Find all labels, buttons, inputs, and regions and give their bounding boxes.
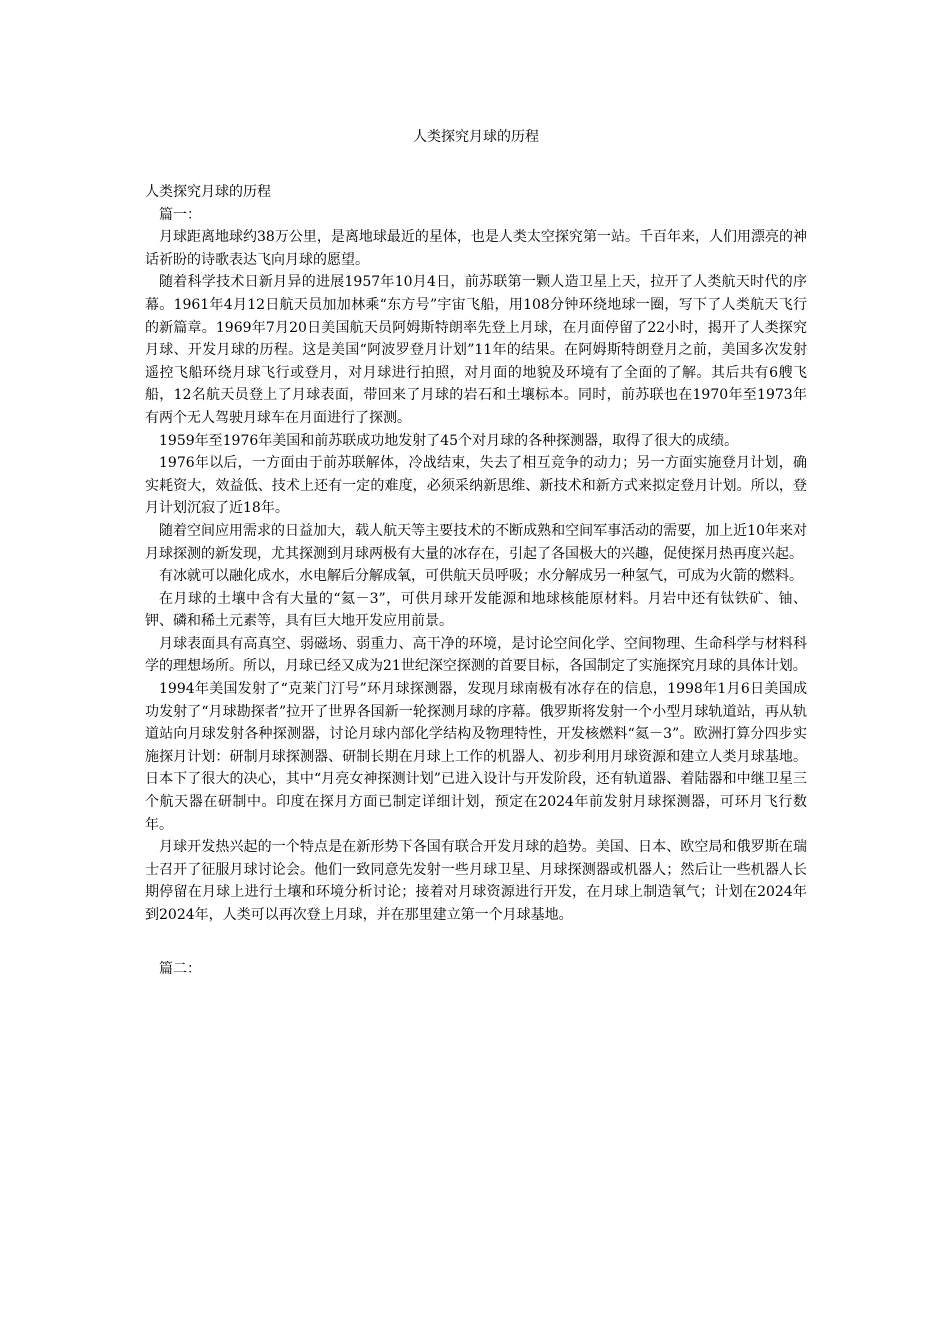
paragraph: 1959年至1976年美国和前苏联成功地发射了45个对月球的各种探测器，取得了很大的成绩。 — [159, 432, 739, 449]
paragraph: 随着科学技术日新月异的进展1957年10月4日，前苏联第一颗人造卫星上天，拉开了人类航天时代的序幕。1961年4月12日航天员加加林乘“东方号”宇宙飞船，用108分钟环绕地球一圈，写下了人类航天飞行的新篇章。1969年7月20日美国航天员阿姆斯特朗率先登上月球，在月面停留了22小时，揭开了人类探究月球、开发月球的历程。这是美国“阿波罗登月计划”11年的结果。在阿姆斯特朗登月之前，美国多次发射遥控飞船环绕月球飞行或登月，对月球进行拍照，对月面的地貌及环境有了全面的了解。其后共有6艘飞船，12名航天员登上了月球表面，带回来了月球的岩石和土壤标本。同时，前苏联也在1970年至1973年有两个无人驾驶月球车在月面进行了探测。 — [145, 274, 807, 426]
paragraph: 1976年以后，一方面由于前苏联解体，冷战结束，失去了相互竞争的动力；另一方面实施登月计划，确实耗资大，效益低、技术上还有一定的难度，必须采纳新思维、新技术和新方式来拟定登月计划。所以，登月计划沉寂了近18年。 — [145, 455, 807, 517]
document-title: 人类探究月球的历程 — [413, 129, 539, 145]
paragraph: 有冰就可以融化成水，水电解后分解成氧，可供航天员呼吸；水分解成另一种氢气，可成为火箭的燃料。 — [159, 568, 803, 585]
paragraph: 在月球的土壤中含有大量的“氦－3”，可供月球开发能源和地球核能原材料。月岩中还有钛铁矿、铀、钾、磷和稀土元素等，具有巨大地开发应用前景。 — [145, 590, 807, 630]
document-subtitle: 人类探究月球的历程 — [145, 184, 271, 200]
paragraph: 月球距离地球约38万公里，是离地球最近的星体，也是人类太空探究第一站。千百年来，人们用漂亮的神话祈盼的诗歌表达飞向月球的愿望。 — [145, 229, 807, 268]
paragraph: 随着空间应用需求的日益加大，载人航天等主要技术的不断成熟和空间军事活动的需要，加上近10年来对月球探测的新发现，尤其探测到月球两极有大量的冰存在，引起了各国极大的兴趣，促使探月热再度兴起。 — [145, 522, 807, 562]
paragraph: 月球开发热兴起的一个特点是在新形势下各国有联合开发月球的趋势。美国、日本、欧空局和俄罗斯在瑞士召开了征服月球讨论会。他们一致同意先发射一些月球卫星、月球探测器或机器人；然后让一些机器人长期停留在月球上进行土壤和环境分析讨论；接着对月球资源进行开发，在月球上制造氧气；计划在2024年到2024年，人类可以再次登上月球，并在那里建立第一个月球基地。 — [145, 839, 807, 923]
document-page — [145, 126, 807, 980]
section-label-two: 篇二： — [159, 960, 201, 977]
paragraph: 1994年美国发射了“克莱门汀号”环月球探测器，发现月球南极有冰存在的信息，1998年1月6日美国成功发射了“月球勘探者”拉开了世界各国新一轮探测月球的序幕。俄罗斯将发射一个小型月球轨道站，再从轨道站向月球发射各种探测器，讨论月球内部化学结构及物理特性，开发核燃料“氦－3”。欧洲打算分四步实施探月计划：研制月球探测器、研制长期在月球上工作的机器人、初步利用月球资源和建立人类月球基地。日本下了很大的决心，其中“月亮女神探测计划”已进入设计与开发阶段，还有轨道器、着陆器和中继卫星三个航天器在研制中。印度在探月方面已制定详细计划，预定在2024年前发射月球探测器，可环月飞行数年。 — [145, 681, 807, 833]
section-label-one: 篇一： — [159, 206, 201, 223]
paragraph: 月球表面具有高真空、弱磁场、弱重力、高干净的环境，是讨论空间化学、空间物理、生命科学与材料科学的理想场所。所以，月球已经又成为21世纪深空探测的首要目标，各国制定了实施探究月球的具体计划。 — [145, 635, 807, 675]
